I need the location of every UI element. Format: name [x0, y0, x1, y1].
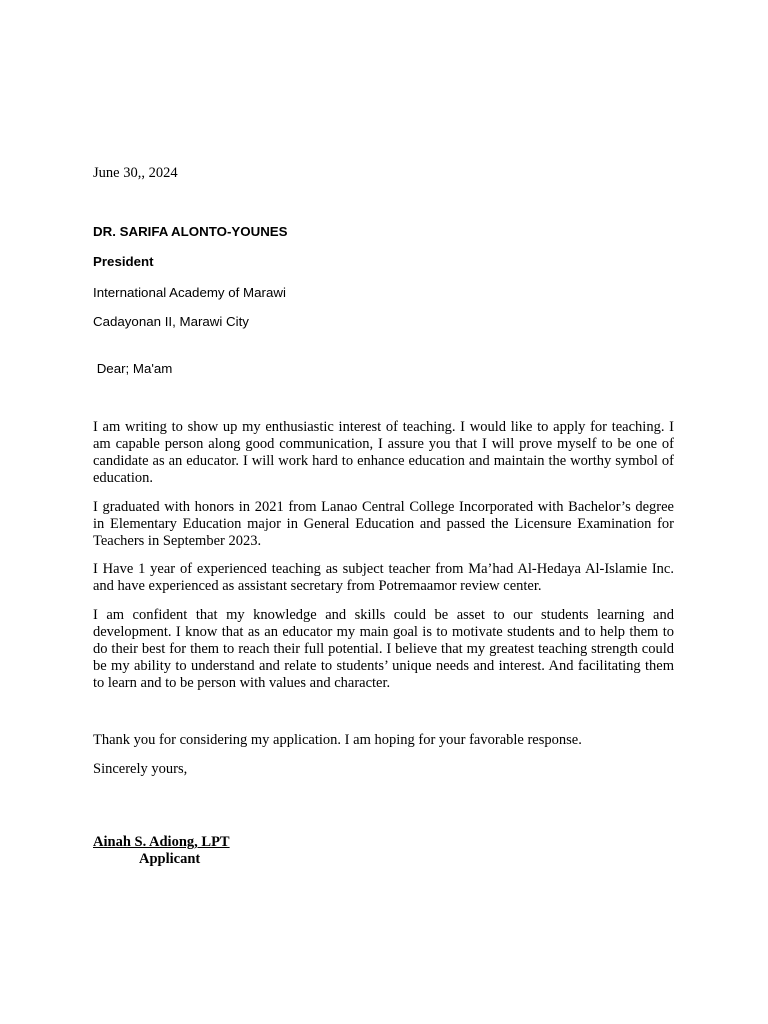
recipient-title: President [93, 254, 154, 269]
body-paragraph-3: I Have 1 year of experienced teaching as subject teacher from Ma’had Al-Hedaya Al-Islamie Inc. and have experienced as assistant secretary from Potremaamor review center. [93, 561, 674, 594]
body-paragraph-4: I am confident that my knowledge and skills could be asset to our students learning and development. I know that as an educator my main goal is to motivate students and to help them to do their best for them to reach their full potential. I believe that my greatest teaching strength could be my ability to understand and relate to students’ unique needs and interest. And facilitating them to learn and to be person with values and character. [93, 607, 674, 691]
signer-role: Applicant [139, 851, 201, 867]
body-paragraph-2: I graduated with honors in 2021 from Lanao Central College Incorporated with Bachelor’s degree in Elementary Education major in General Education and passed the Licensure Examination for Teachers in September 2023. [93, 499, 674, 549]
body-paragraph-1: I am writing to show up my enthusiastic interest of teaching. I would like to apply for teaching. I am capable person along good communication, I assure you that I will prove myself to be one of candidate as an educator. I will work hard to enhance education and maintain the worthy symbol of education. [93, 419, 674, 486]
recipient-organization: International Academy of Marawi [93, 285, 286, 300]
valediction: Sincerely yours, [93, 761, 188, 777]
closing-line: Thank you for considering my application. I am hoping for your favorable response. [93, 732, 582, 748]
recipient-name: DR. SARIFA ALONTO-YOUNES [93, 224, 288, 239]
signer-name: Ainah S. Adiong, LPT [93, 834, 230, 850]
salutation: Dear; Ma'am [93, 361, 173, 376]
letter-date: June 30,, 2024 [93, 165, 178, 181]
recipient-address: Cadayonan II, Marawi City [93, 314, 249, 329]
